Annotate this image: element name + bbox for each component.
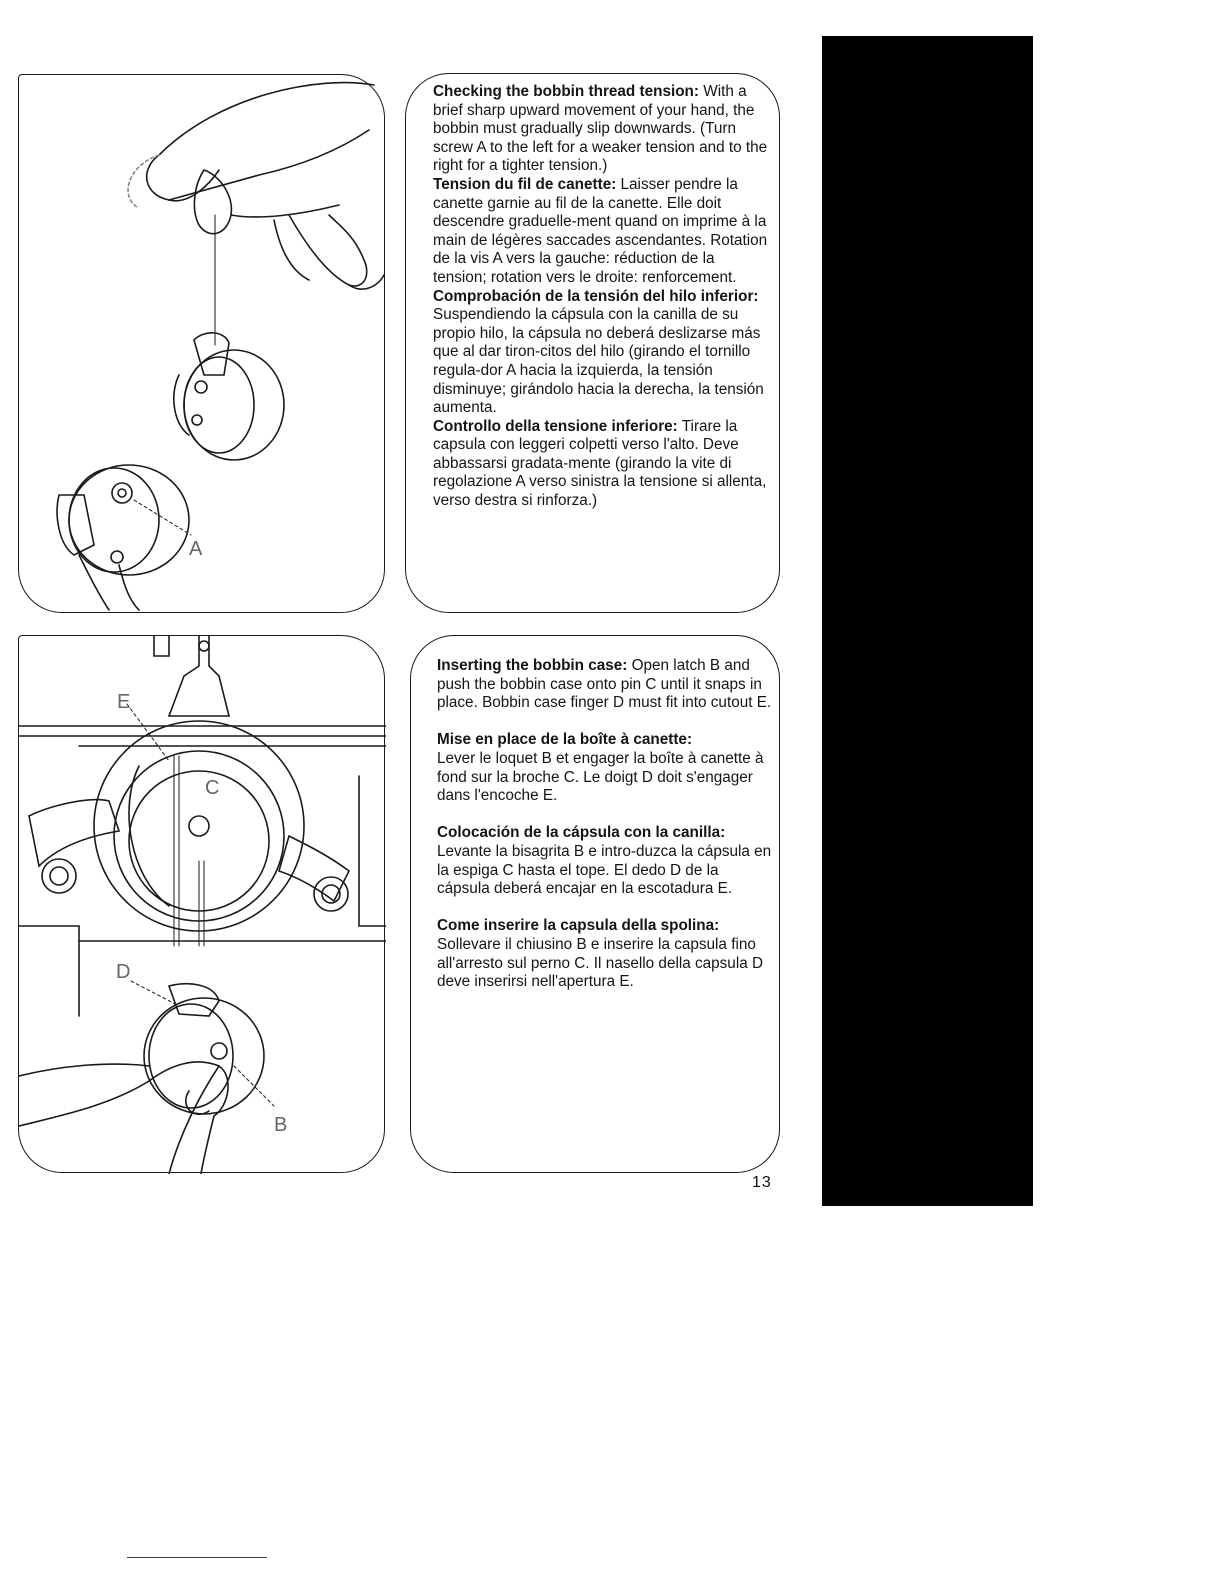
right-screw	[314, 877, 348, 911]
bobbin-tension-illustration	[18, 74, 385, 613]
tension-es	[433, 288, 768, 418]
tension-en-heading: Checking the bobbin thread tension:	[433, 83, 700, 100]
screw-a	[112, 483, 132, 503]
presser-foot	[154, 636, 169, 656]
insert-en	[437, 657, 773, 713]
insert-es	[437, 824, 773, 898]
bobbin-insertion-text-box	[410, 635, 780, 1173]
left-lever	[29, 800, 119, 866]
insert-fr-body: Lever le loquet B et engager la boîte à canette à fond sur la broche C. Le doigt D doit s'engager dans l'encoche E.	[437, 749, 764, 805]
label-b: B	[274, 1114, 288, 1136]
bobbin-insertion-drawing	[19, 636, 386, 1174]
label-e: E	[117, 691, 131, 713]
label-c: C	[205, 777, 220, 799]
insert-en-heading: Inserting the bobbin case:	[437, 657, 628, 674]
insert-it	[437, 917, 773, 991]
bobbin-tension-instructions	[433, 83, 768, 511]
insert-it-body: Sollevare il chiusino B e inserire la capsula fino all'arresto sul perno C. Il nasello della capsula D deve inserirsi nell'apertura E.	[437, 935, 764, 991]
footer-rule	[127, 1557, 267, 1558]
hand-outline	[159, 83, 374, 155]
pin-c	[189, 816, 209, 836]
bobbin-case-detail	[69, 465, 189, 575]
latch-b	[211, 1043, 227, 1059]
tension-fr-body: Laisser pendre la canette garnie au fil de la canette. Elle doit descendre graduelle-ment quand on imprime à la main de légères saccades ascendantes. Rotation de la vis A vers la gauche: réduction de la tension; rotation vers le droite: renforcement.	[433, 175, 768, 286]
insert-fr	[437, 731, 773, 805]
left-screw	[42, 859, 76, 893]
tension-it-body: Tirare la capsula con leggeri colpetti verso l'alto. Deve abbassarsi gradata-mente (girando la vite di regolazione A verso sinistra la tensione si allenta, verso destra si rinforza.)	[433, 417, 767, 510]
tension-it-heading: Controllo della tensione inferiore:	[433, 417, 678, 435]
insert-fr-heading: Mise en place de la boîte à canette:	[437, 731, 693, 749]
fingertip	[194, 170, 231, 234]
insert-it-heading: Come inserire la capsula della spolina:	[437, 917, 720, 935]
black-edge-bar	[822, 36, 1033, 1206]
insert-es-heading: Colocación de la cápsula con la canilla:	[437, 824, 726, 842]
insert-es-body: Levante la bisagrita B e intro-duzca la cápsula en la espiga C hasta el tope. El dedo D de la cápsula deberá encajar en la escotadura E.	[437, 842, 772, 898]
tension-it	[433, 418, 768, 511]
bobbin-case-insertion-illustration	[18, 635, 385, 1173]
bobbin-tension-drawing	[19, 75, 386, 614]
page-number: 13	[752, 1174, 772, 1191]
hand-outline	[19, 1064, 149, 1076]
tension-fr	[433, 176, 768, 288]
tension-fr-heading: Tension du fil de canette:	[433, 175, 617, 193]
bobbin-tension-text-box	[405, 73, 780, 613]
label-d: D	[116, 961, 131, 983]
tension-en	[433, 83, 768, 176]
tension-es-body: Suspendiendo la cápsula con la canilla de su propio hilo, la cápsula no deberá deslizarse más que al dar tiron-citos del hilo (girando el tornillo regula-dor A hacia la izquierda, la tensión disminuye; girándolo hacia la derecha, la tensión aumenta.	[433, 306, 764, 417]
insert-en-body: Open latch B and push the bobbin case onto pin C until it snaps in place. Bobbin case finger D must fit into cutout E.	[437, 657, 772, 712]
bobbin-insertion-instructions	[437, 657, 773, 1010]
tension-es-heading: Comprobación de la tensión del hilo inferior:	[433, 287, 759, 305]
label-a: A	[189, 538, 203, 560]
tension-en-body: With a brief sharp upward movement of your hand, the bobbin must gradually slip downwards. (Turn screw A to the left for a weaker tension and to the right for a tighter tension.)	[433, 83, 768, 175]
